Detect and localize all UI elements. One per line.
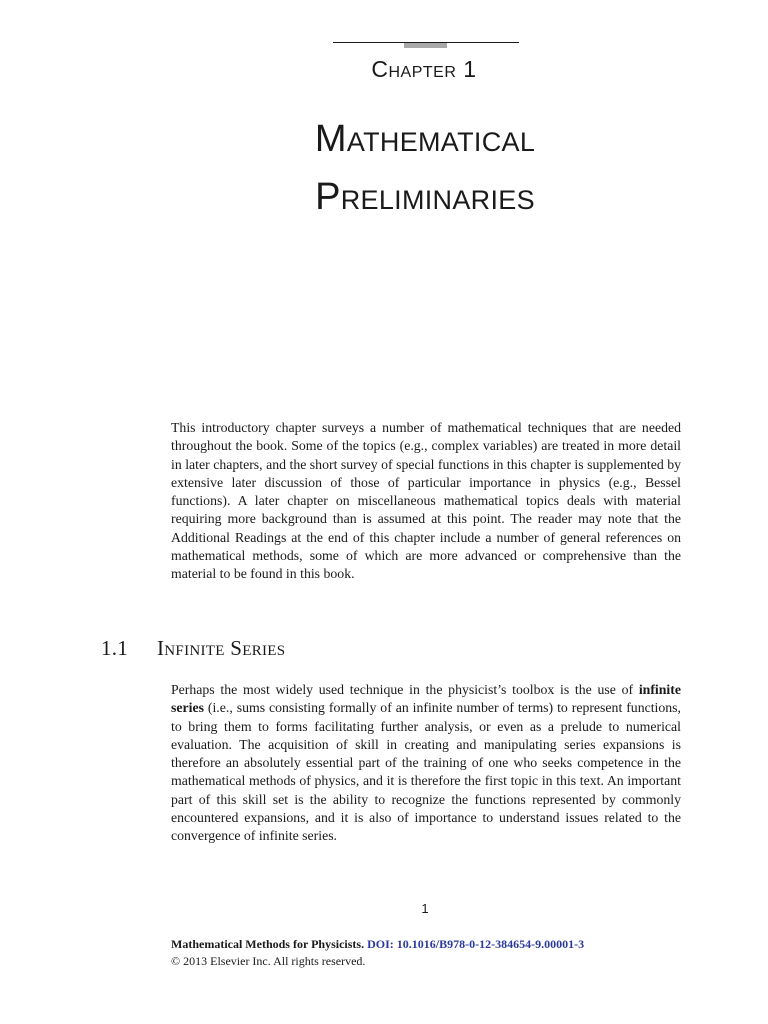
- section-number: 1.1: [101, 636, 129, 660]
- footer-copyright: © 2013 Elsevier Inc. All rights reserved.: [171, 954, 366, 968]
- section-title: Infinite Series: [157, 636, 286, 660]
- section-heading: [101, 636, 681, 661]
- page-footer: [171, 936, 681, 970]
- chapter-label: Chapter 1: [371, 56, 477, 82]
- chapter-title-line-2: Preliminaries: [315, 176, 535, 218]
- section-key-term: infinite series: [171, 682, 681, 716]
- chapter-title: [0, 110, 768, 226]
- section-paragraph: [171, 681, 681, 846]
- footer-citation: [171, 936, 681, 953]
- section-text-start: Perhaps the most widely used technique in the physicist’s toolbox is the use of: [171, 682, 639, 697]
- chapter-title-line-1: Mathematical: [314, 118, 536, 160]
- section-text-end: (i.e., sums consisting formally of an infinite number of terms) to represent functions, to bring them to forms facilitating further analysis, or even as a prelude to numerical evaluation. The acquisition of skill in creating and manipulating series expansions is therefore an absolutely essential part of the training of one who seeks competence in the mathematical methods of physics, and it is therefore the first topic in this text. An important part of this skill set is the ability to recognize the functions represented by commonly encountered expansions, and it is also of importance to understand issues related to the convergence of infinite series.: [171, 700, 681, 844]
- intro-paragraph: This introductory chapter surveys a number of mathematical techniques that are needed throughout the book. Some of the topics (e.g., complex variables) are treated in more detail in later chapters, and the short survey of special functions in this chapter is supplemented by extensive later discussion of those of particular importance in physics (e.g., Bessel functions). A later chapter on miscellaneous mathematical topics deals with material requiring more background than is assumed at this point. The reader may note that the Additional Readings at the end of this chapter include a number of general references on mathematical methods, some of which are more advanced or comprehensive than the material to be found in this book.: [171, 420, 681, 582]
- footer-doi-link[interactable]: DOI: 10.1016/B978-0-12-384654-9.00001-3: [367, 937, 585, 951]
- chapter-rule-tab: [404, 43, 447, 48]
- footer-book-title: Mathematical Methods for Physicists.: [171, 937, 365, 951]
- page-number: 1: [421, 901, 429, 916]
